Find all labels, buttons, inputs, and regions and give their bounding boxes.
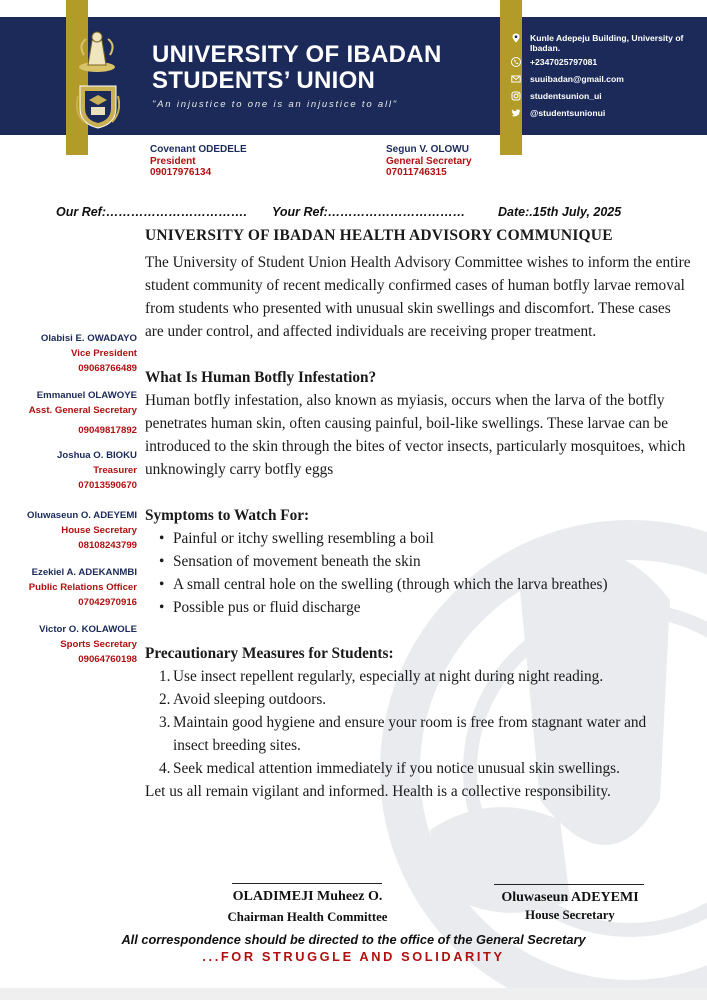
exec-treasurer [0, 448, 137, 493]
list-item [159, 688, 693, 711]
exec-phone: 09049817892 [78, 425, 137, 436]
list-number: 4. [159, 760, 171, 777]
instagram-text: studentsunion_ui [530, 91, 602, 101]
exec-name: Ezekiel A. ADEKANMBI [31, 567, 137, 578]
list-item: • Possible pus or fluid discharge [159, 596, 693, 619]
signature-house-secretary [470, 890, 670, 923]
exec-role: Public Relations Officer [28, 582, 137, 593]
symptoms-list [145, 527, 693, 619]
exec-vice-president [0, 331, 137, 376]
your-ref: Your Ref:…………………………… [272, 205, 466, 219]
general-secretary-block [386, 144, 472, 179]
closing-line: Let us all remain vigilant and informed. Health is a collective responsibility. [145, 783, 611, 800]
exec-name: Oluwaseun O. ADEYEMI [27, 510, 137, 521]
signatory-name: Oluwaseun ADEYEMI [501, 890, 639, 905]
exec-name: Joshua O. BIOKU [57, 450, 137, 461]
exec-phone: 07042970916 [78, 597, 137, 608]
contact-phone [508, 57, 704, 74]
list-number: 3. [159, 714, 171, 731]
phone-icon [511, 57, 521, 67]
organization-name [152, 42, 492, 94]
list-item [159, 665, 693, 688]
symptoms-heading: Symptoms to Watch For: [145, 507, 310, 524]
org-name-line2: STUDENTS’ UNION [152, 67, 376, 94]
president-name: Covenant ODEDELE [150, 144, 247, 155]
contact-list [508, 33, 704, 125]
list-item: • Painful or itchy swelling resembling a boil [159, 527, 693, 550]
twitter-text: @studentsunionui [530, 108, 606, 118]
address-text: Kunle Adepeju Building, University of Ibadan. [530, 33, 684, 53]
letter-date: Date:.15th July, 2025 [498, 205, 622, 219]
page-bottom-strip [0, 988, 707, 1000]
list-item: • A small central hole on the swelling (through which the larva breathes) [159, 573, 693, 596]
union-motto: "An injustice to one is an injustice to all" [152, 99, 398, 110]
exec-name: Emmanuel OLAWOYE [36, 390, 137, 401]
gen-sec-name: Segun V. OLOWU [386, 144, 469, 155]
signature-chairman [200, 889, 415, 925]
exec-pro [0, 565, 137, 610]
exec-role: Sports Secretary [60, 639, 137, 650]
contact-twitter[interactable] [508, 108, 704, 125]
executives-column [0, 331, 137, 679]
exec-asst-gen-sec [0, 388, 137, 438]
signature-line-chairman [232, 883, 382, 884]
exec-house-secretary [0, 508, 137, 553]
president-phone: 09017976134 [150, 167, 212, 178]
signatory-name: OLADIMEJI Muheez O. [232, 889, 383, 904]
exec-role: Asst. General Secretary [28, 405, 137, 416]
twitter-icon [511, 108, 521, 118]
list-item [159, 757, 693, 780]
president-block [150, 144, 247, 179]
correspondence-note: All correspondence should be directed to the office of the General Secretary [121, 932, 586, 947]
president-role: President [150, 155, 196, 167]
contact-instagram[interactable] [508, 91, 704, 108]
list-text: Seek medical attention immediately if you notice unusual skin swellings. [173, 760, 620, 777]
intro-paragraph: The University of Student Union Health Advisory Committee wishes to inform the entire student community of recent medically confirmed cases of human botfly larvae removal from students who presented with unusual skin swellings and discomfort. These cases are under control, and affected individuals are receiving proper treatment. [145, 254, 691, 340]
what-paragraph: Human botfly infestation, also known as myiasis, occurs when the larva of the botfly penetrates human skin, often causing painful, boil-like swellings. These larvae can be introduced to the skin through the bites of vector insects, particularly mosquitoes, which unknowingly carry botfly eggs [145, 392, 686, 478]
exec-phone: 09068766489 [78, 363, 137, 374]
location-pin-icon [511, 33, 521, 43]
exec-name: Victor O. KOLAWOLE [39, 624, 137, 635]
exec-phone: 07013590670 [78, 480, 137, 491]
our-ref: Our Ref:……………………………. [56, 205, 247, 219]
measures-heading: Precautionary Measures for Students: [145, 645, 394, 662]
letter-title: UNIVERSITY OF IBADAN HEALTH ADVISORY COMMUNIQUE [145, 227, 613, 244]
list-text: Maintain good hygiene and ensure your room is free from stagnant water and insect breeding sites. [173, 714, 647, 754]
union-slogan: ...FOR STRUGGLE AND SOLIDARITY [202, 949, 505, 964]
list-text: Avoid sleeping outdoors. [173, 691, 327, 708]
university-crest-logo [76, 82, 120, 130]
list-item: • Sensation of movement beneath the skin [159, 550, 693, 573]
exec-role: House Secretary [61, 525, 137, 536]
union-crest-logo [74, 27, 120, 75]
phone-text: +2347025797081 [530, 57, 598, 67]
exec-role: Vice President [71, 348, 137, 359]
email-icon [511, 74, 521, 84]
list-number: 1. [159, 668, 171, 685]
instagram-icon [511, 91, 521, 101]
exec-name: Olabisi E. OWADAYO [40, 333, 137, 344]
exec-role: Treasurer [93, 465, 137, 476]
gen-sec-role: General Secretary [386, 155, 472, 167]
list-item [159, 711, 693, 757]
gen-sec-phone: 07011746315 [386, 167, 447, 178]
email-text: suuibadan@gmail.com [530, 74, 624, 84]
exec-phone: 09064760198 [78, 654, 137, 665]
list-text: Use insect repellent regularly, especially at night during night reading. [173, 668, 604, 685]
exec-phone: 08108243799 [78, 540, 137, 551]
letter-body [145, 224, 693, 803]
signatory-title: Chairman Health Committee [227, 910, 388, 924]
signatory-title: House Secretary [525, 908, 615, 922]
exec-sports-secretary [0, 622, 137, 667]
what-heading: What Is Human Botfly Infestation? [145, 369, 377, 386]
contact-address [508, 33, 704, 57]
gold-stripe-left [66, 0, 88, 155]
signature-line-house-sec [494, 884, 644, 885]
org-name-line1: UNIVERSITY OF IBADAN [152, 41, 442, 68]
measures-list [145, 665, 693, 780]
list-number: 2. [159, 691, 171, 708]
contact-email[interactable] [508, 74, 704, 91]
